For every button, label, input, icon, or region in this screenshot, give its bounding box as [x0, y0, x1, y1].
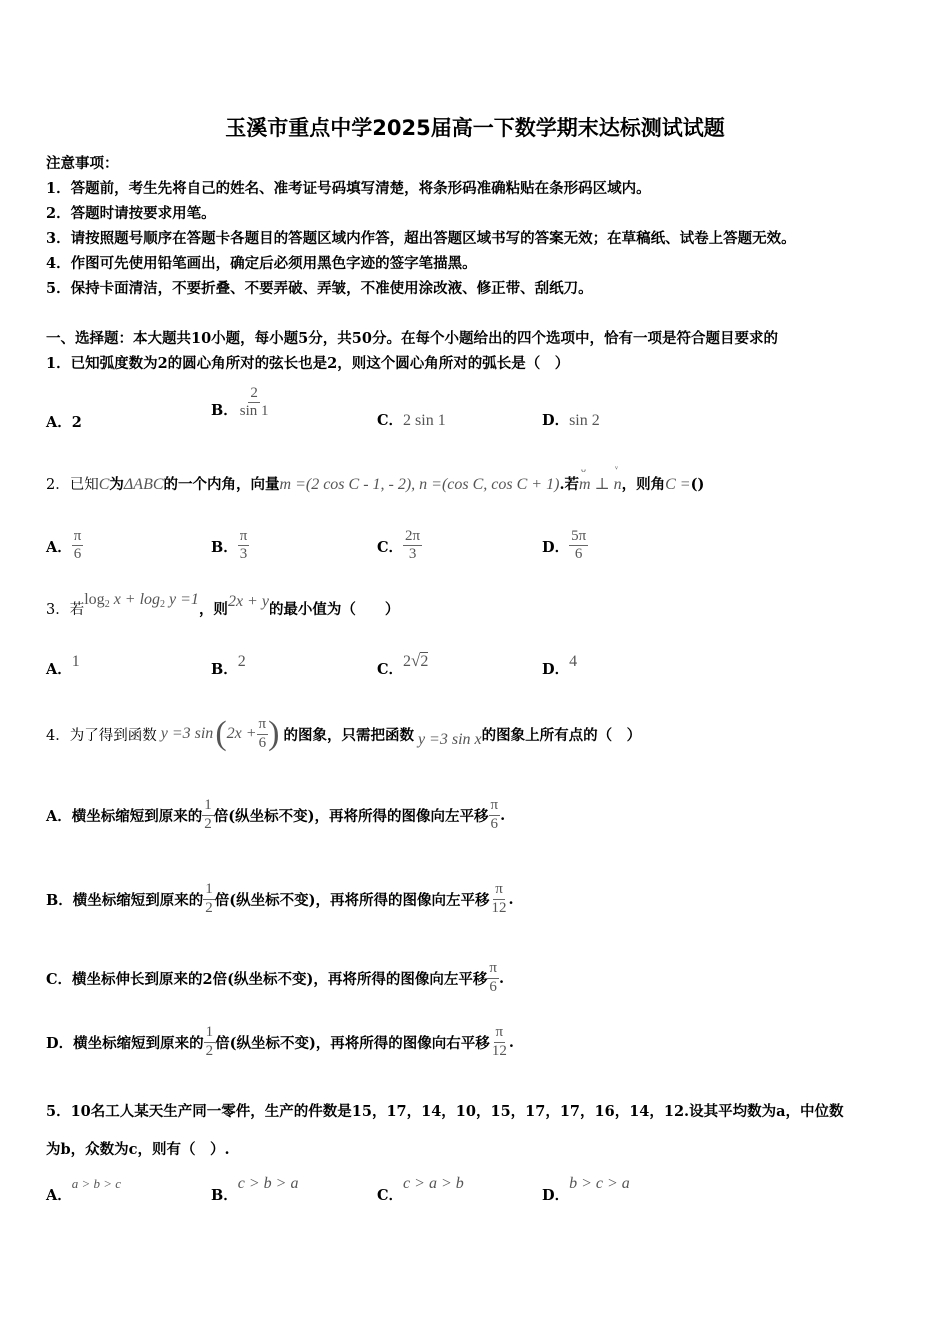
question-5-options [46, 1170, 926, 1206]
page-title: 玉溪市重点中学2025届高一下数学期末达标测试试题 [225, 116, 725, 140]
question-3-stem: 3．若$\log_2 x + \log_2 y =1$，则2x + y的最小值为（ ） [46, 591, 400, 618]
option-d-value: 4 [569, 653, 578, 670]
question-4-option-b: B． 横坐标缩短到原来的 $\frac{1}{2}$ 倍(纵坐标不变)，再将所得的图像向左平移 $\frac{\pi}{12}$ . [46, 881, 514, 916]
option-label: C． [377, 661, 404, 678]
question-1-stem: 1．已知弧度数为2的圆心角所对的弦长也是2，则这个圆心角所对的弧长是（ ） [46, 355, 570, 372]
perpendicular-condition: ᴗ ᵛ m ⊥ n [579, 464, 622, 493]
question-5-stem-line1: 5．10名工人某天生产同一零件，生产的件数是15，17，14，10，15，17，17，16，14，12.设其平均数为a，中位数 [46, 1103, 844, 1120]
option-b-value: c > b > a [237, 1175, 299, 1192]
option-label: D． [542, 1187, 570, 1204]
pi-over-6-fraction: $\frac{\pi}{6}$ [258, 716, 267, 751]
question-2-options [46, 528, 926, 572]
option-label: C． [377, 1187, 404, 1204]
option-c-value: c > a > b [403, 1175, 464, 1192]
option-d-fraction: $\frac{5\pi}{6}$ [571, 528, 587, 563]
question-3-options [46, 650, 926, 680]
question-4-option-d: D． 横坐标缩短到原来的 $\frac{1}{2}$ 倍(纵坐标不变)，再将所得的图像向右平移 $\frac{\pi}{12}$ . [46, 1024, 514, 1059]
notice-item: 5．保持卡面清洁，不要折叠、不要弄破、弄皱，不准使用涂改液、修正带、刮纸刀。 [46, 280, 593, 297]
option-label: A． [46, 1187, 72, 1204]
notice-item: 4．作图可先使用铅笔画出，确定后必须用黑色字迹的签字笔描黑。 [46, 255, 477, 272]
option-label: A． [46, 539, 72, 557]
option-label: D． [542, 539, 570, 557]
question-5-stem-line2: 为b，众数为c，则有（ ）. [46, 1141, 230, 1158]
option-label: D． [542, 412, 570, 429]
option-d-value: b > c > a [569, 1175, 630, 1192]
option-a-value: a > b > c [71, 1176, 122, 1191]
option-label: C． [377, 539, 404, 557]
question-2-stem: 2．已知C为ΔABC的一个内角，向量m =(2 cos C - 1, - 2), n =(cos C, cos C + 1).若 ᴗ ᵛ m ⊥ n，则角C =() [46, 464, 705, 493]
log-condition: $\log_2 x + \log_2 y =1$ [84, 591, 199, 610]
option-c-value: 2√2 [403, 651, 429, 670]
question-4-option-a: A． 横坐标缩短到原来的 $\frac{1}{2}$ 倍(纵坐标不变)，再将所得的图像向左平移 $\frac{\pi}{6}$ . [46, 797, 506, 832]
question-4-option-c: C． 横坐标伸长到原来的2倍(纵坐标不变)，再将所得的图像向左平移 $\frac{\pi}{6}$ . [46, 960, 504, 995]
option-c-value: 2 sin 1 [403, 412, 446, 429]
option-a-value: 1 [71, 653, 80, 670]
option-a-value: 2 [71, 414, 82, 431]
option-label: A． [46, 661, 72, 678]
notice-heading: 注意事项： [46, 155, 119, 172]
option-label: B． [211, 539, 238, 557]
question-4-stem: 4．为了得到函数 y =3 sin ( 2x + $\frac{\pi}{6}$ ) 的图象，只需把函数 y =3 sin x 的图象上所有点的（ ） [46, 715, 642, 752]
option-label: D． [542, 661, 570, 678]
option-label: B． [211, 1187, 238, 1204]
option-label: B． [211, 402, 238, 420]
option-a-fraction: $\frac{\pi}{6}$ [73, 528, 82, 563]
option-d-value: sin 2 [569, 412, 600, 429]
notice-item: 1．答题前，考生先将自己的姓名、准考证号码填写清楚，将条形码准确粘贴在条形码区域内。 [46, 180, 651, 197]
section-heading: 一、选择题：本大题共10小题，每小题5分，共50分。在每个小题给出的四个选项中，恰有一项是符合题目要求的 [46, 330, 778, 347]
option-b-fraction: $\frac{2}{\sin 1}$ [239, 385, 269, 420]
option-label: A． [46, 414, 72, 431]
option-c-fraction: $\frac{2\pi}{3}$ [405, 528, 421, 563]
option-label: B． [211, 661, 238, 678]
question-1-options [46, 385, 926, 431]
option-b-value: 2 [237, 653, 246, 670]
option-label: C． [377, 412, 404, 429]
vector-definition: m =(2 cos C - 1, - 2), n =(cos C, cos C + 1) [279, 476, 560, 493]
notice-item: 3．请按照题号顺序在答题卡各题目的答题区域内作答，超出答题区域书写的答案无效；在草稿纸、试卷上答题无效。 [46, 230, 796, 247]
option-b-fraction: $\frac{\pi}{3}$ [239, 528, 248, 563]
notice-item: 2．答题时请按要求用笔。 [46, 205, 216, 222]
